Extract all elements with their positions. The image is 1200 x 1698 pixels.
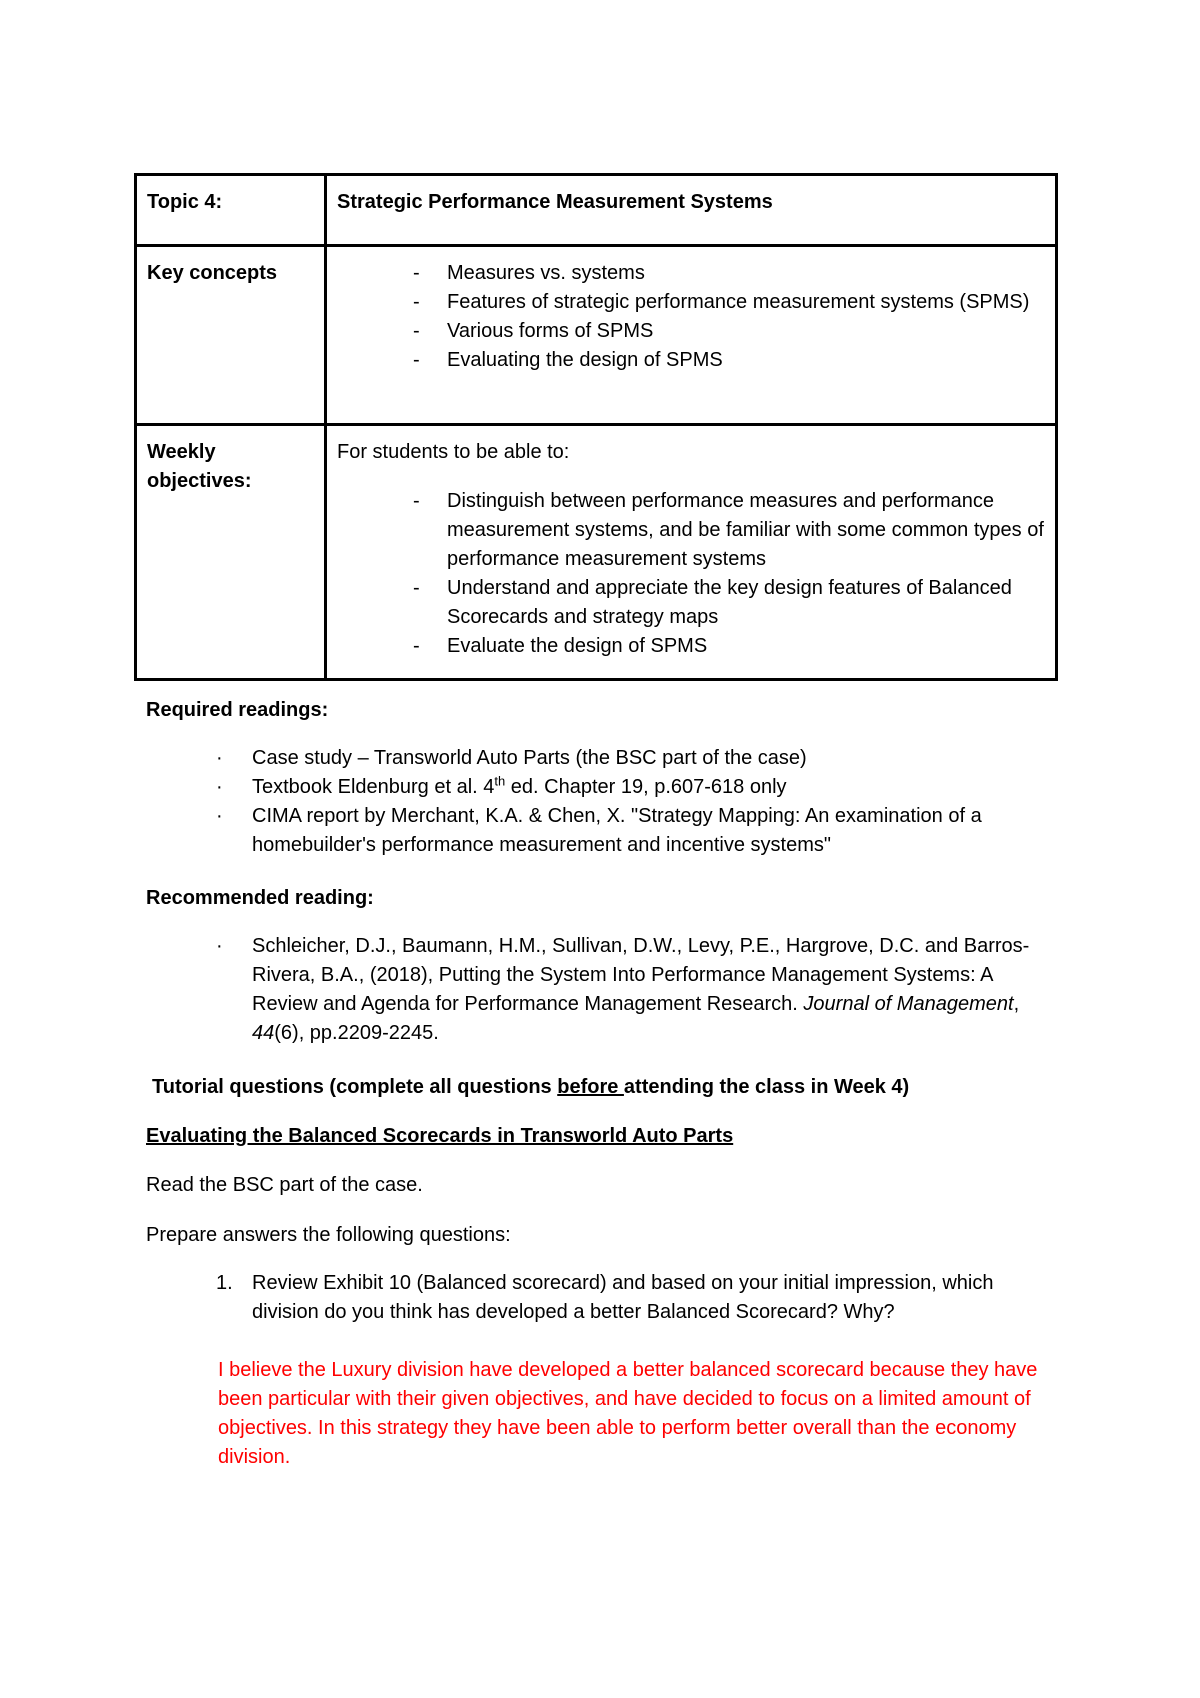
weekly-objectives-label-line1: Weekly xyxy=(147,441,216,463)
question-number: 1. xyxy=(216,1272,233,1294)
tutorial-heading-text: Tutorial questions (complete all questions xyxy=(152,1076,558,1098)
required-reading-item: · Case study – Transworld Auto Parts (the BSC part of the case) xyxy=(216,744,1060,773)
key-concepts-label: Key concepts xyxy=(136,246,326,425)
recommended-reading-item xyxy=(216,932,1060,1048)
topic-row xyxy=(136,175,1057,246)
concept-item: - Measures vs. systems xyxy=(413,259,1045,288)
weekly-objectives-row xyxy=(136,425,1057,680)
prepare-instruction: Prepare answers the following questions: xyxy=(146,1224,511,1246)
topic-label: Topic 4: xyxy=(136,175,326,246)
concept-item: - Evaluating the design of SPMS xyxy=(413,346,1045,375)
tutorial-heading xyxy=(152,1073,1066,1102)
objectives-list xyxy=(337,487,1045,661)
citation-separator: , xyxy=(1013,993,1020,1015)
answer-text: I believe the Luxury division have developed a better balanced scorecard because they have been particular with their given objectives, and have decided to focus on a limited amount of objectives. In this strategy they have been able to perform better overall than the economy division. xyxy=(218,1359,1038,1468)
textbook-edition-suffix: th xyxy=(494,773,506,789)
required-readings-heading: Required readings: xyxy=(146,699,329,721)
read-instruction: Read the BSC part of the case. xyxy=(146,1174,423,1196)
section-title: Evaluating the Balanced Scorecards in Transworld Auto Parts xyxy=(146,1125,734,1147)
recommended-reading-heading: Recommended reading: xyxy=(146,887,374,909)
recommended-reading-list xyxy=(146,932,1060,1048)
topic-table xyxy=(134,173,1058,681)
questions-list xyxy=(146,1269,1060,1327)
topic-title: Strategic Performance Measurement Systems xyxy=(326,175,1057,246)
journal-issue-pages: (6), pp.2209-2245. xyxy=(274,1022,439,1044)
weekly-objectives-label-line2: objectives: xyxy=(147,470,252,492)
concept-item: - Various forms of SPMS xyxy=(413,317,1045,346)
required-reading-item: · CIMA report by Merchant, K.A. & Chen, X. "Strategy Mapping: An examination of a homebuilder's performance measurement and incentive systems" xyxy=(216,802,1060,860)
key-concepts-row xyxy=(136,246,1057,425)
objective-item: - Evaluate the design of SPMS xyxy=(413,632,1045,661)
key-concepts-cell xyxy=(326,246,1057,425)
questions-section xyxy=(146,1269,1060,1327)
objectives-intro: For students to be able to: xyxy=(337,441,570,463)
required-readings-list xyxy=(146,744,1060,860)
tutorial-heading-rest: attending the class in Week 4) xyxy=(623,1076,910,1098)
journal-volume: 44 xyxy=(252,1022,275,1044)
concept-item: - Features of strategic performance measurement systems (SPMS) xyxy=(413,288,1045,317)
key-concepts-list xyxy=(337,259,1045,375)
question-item xyxy=(216,1269,1060,1327)
question-text: Review Exhibit 10 (Balanced scorecard) and based on your initial impression, which division do you think has developed a better Balanced Scorecard? Why? xyxy=(252,1272,994,1323)
objective-item: - Distinguish between performance measures and performance measurement systems, and be familiar with some common types of performance measurement systems xyxy=(413,487,1045,574)
textbook-text: Textbook Eldenburg et al. 4 xyxy=(252,776,495,798)
weekly-objectives-cell xyxy=(326,425,1057,680)
textbook-chapter-text: ed. Chapter 19, p.607-618 only xyxy=(505,776,787,798)
objective-item: - Understand and appreciate the key design features of Balanced Scorecards and strategy maps xyxy=(413,574,1045,632)
required-reading-item xyxy=(216,773,1060,802)
tutorial-heading-before-word: before xyxy=(557,1076,624,1098)
required-readings-section xyxy=(146,696,1060,860)
journal-name: Journal of Management xyxy=(803,993,1014,1015)
recommended-reading-section xyxy=(146,884,1060,1048)
recommended-citation-text: Schleicher, D.J., Baumann, H.M., Sullivan, D.W., Levy, P.E., Hargrove, D.C. and Barros-Rivera, B.A., (2018), Putting the System Into Performance Management Systems: A Review and Agenda for Performance Management Research. xyxy=(252,935,1030,1015)
weekly-objectives-label xyxy=(136,425,326,680)
